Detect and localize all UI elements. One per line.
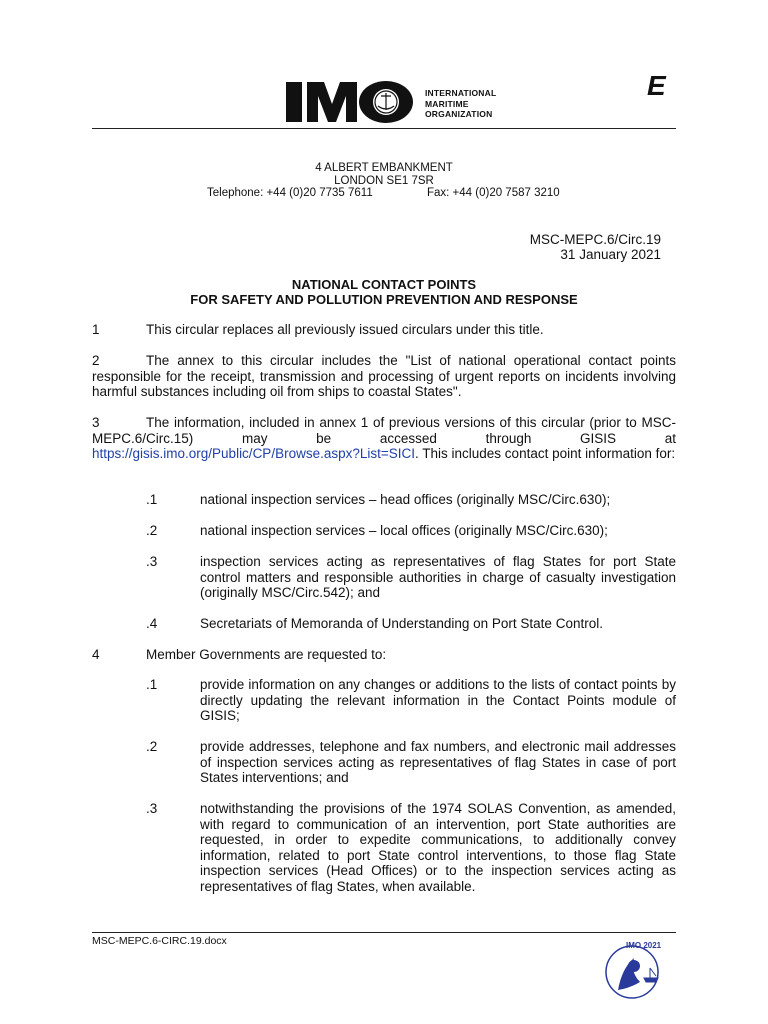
title-line-2: FOR SAFETY AND POLLUTION PREVENTION AND RESPONSE: [190, 292, 578, 307]
logo-organization-name: INTERNATIONAL MARITIME ORGANIZATION: [425, 88, 497, 119]
document-date: 31 January 2021: [560, 247, 661, 262]
paragraph-number: 1: [92, 322, 100, 337]
header-rule: [92, 128, 676, 129]
imo-2021-seal-icon: [600, 938, 680, 1002]
footer-filename: MSC-MEPC.6-CIRC.19.docx: [92, 935, 227, 947]
list-item: .1 provide information on any changes or additions to the lists of contact points by directly updating the relevant information in the Contact Points module of GISIS;: [146, 677, 676, 723]
paragraph-number: 3: [92, 415, 100, 430]
list-item: .3 notwithstanding the provisions of the 1974 SOLAS Convention, as amended, with regard to communication of an intervention, port State authorities are requested, in order to expedite communications, to additionally convey information, related to port State control interventions, to those flag State inspection services (Head Offices) or to the inspection services acting as representatives of flag States, when available.: [146, 801, 676, 894]
list-item: .2 national inspection services – local offices (originally MSC/Circ.630);: [146, 523, 608, 538]
paragraph-number: 4: [92, 647, 100, 662]
list-item: .4 Secretariats of Memoranda of Understanding on Port State Control.: [146, 616, 603, 631]
title-line-1: NATIONAL CONTACT POINTS: [291, 277, 477, 292]
telephone: Telephone: +44 (0)20 7735 7611: [207, 187, 373, 199]
paragraph-4: 4 Member Governments are requested to:: [92, 647, 387, 662]
seal-text: IMO 2021: [626, 941, 662, 950]
list-item: .2 provide addresses, telephone and fax numbers, and electronic mail addresses of inspection services acting as representatives of flag States in case of port States interventions; and: [146, 739, 676, 785]
language-code: E: [647, 70, 666, 101]
list-item: .3 inspection services acting as representatives of flag States for port State control matters and responsible authorities in charge of casualty investigation (originally MSC/Circ.542); and: [146, 554, 676, 600]
list-item: .1 national inspection services – head offices (originally MSC/Circ.630);: [146, 492, 611, 507]
paragraph-3: 3 The information, included in annex 1 of previous versions of this circular (prior to MSC-MEPC.6/Circ.15) may be accessed through GISIS at https://gisis.imo.org/Public/CP/Browse.aspx?List=SICI. This includes contact point information for:: [92, 415, 676, 461]
gisis-link[interactable]: https://gisis.imo.org/Public/CP/Browse.aspx?List=SICI: [92, 446, 416, 461]
address-line-1: 4 ALBERT EMBANKMENT: [315, 162, 453, 174]
paragraph-number: 2: [92, 353, 100, 368]
paragraph-2: 2 The annex to this circular includes the "List of national operational contact points responsible for the receipt, transmission and processing of urgent reports on incidents involving harmful substances including oil from ships to coastal States".: [92, 353, 676, 399]
footer-rule: [92, 932, 676, 933]
document-symbol: MSC-MEPC.6/Circ.19: [529, 232, 661, 247]
paragraph-1: 1 This circular replaces all previously issued circulars under this title.: [92, 322, 544, 337]
address-line-2: LONDON SE1 7SR: [334, 175, 434, 187]
fax: Fax: +44 (0)20 7587 3210: [427, 187, 560, 199]
